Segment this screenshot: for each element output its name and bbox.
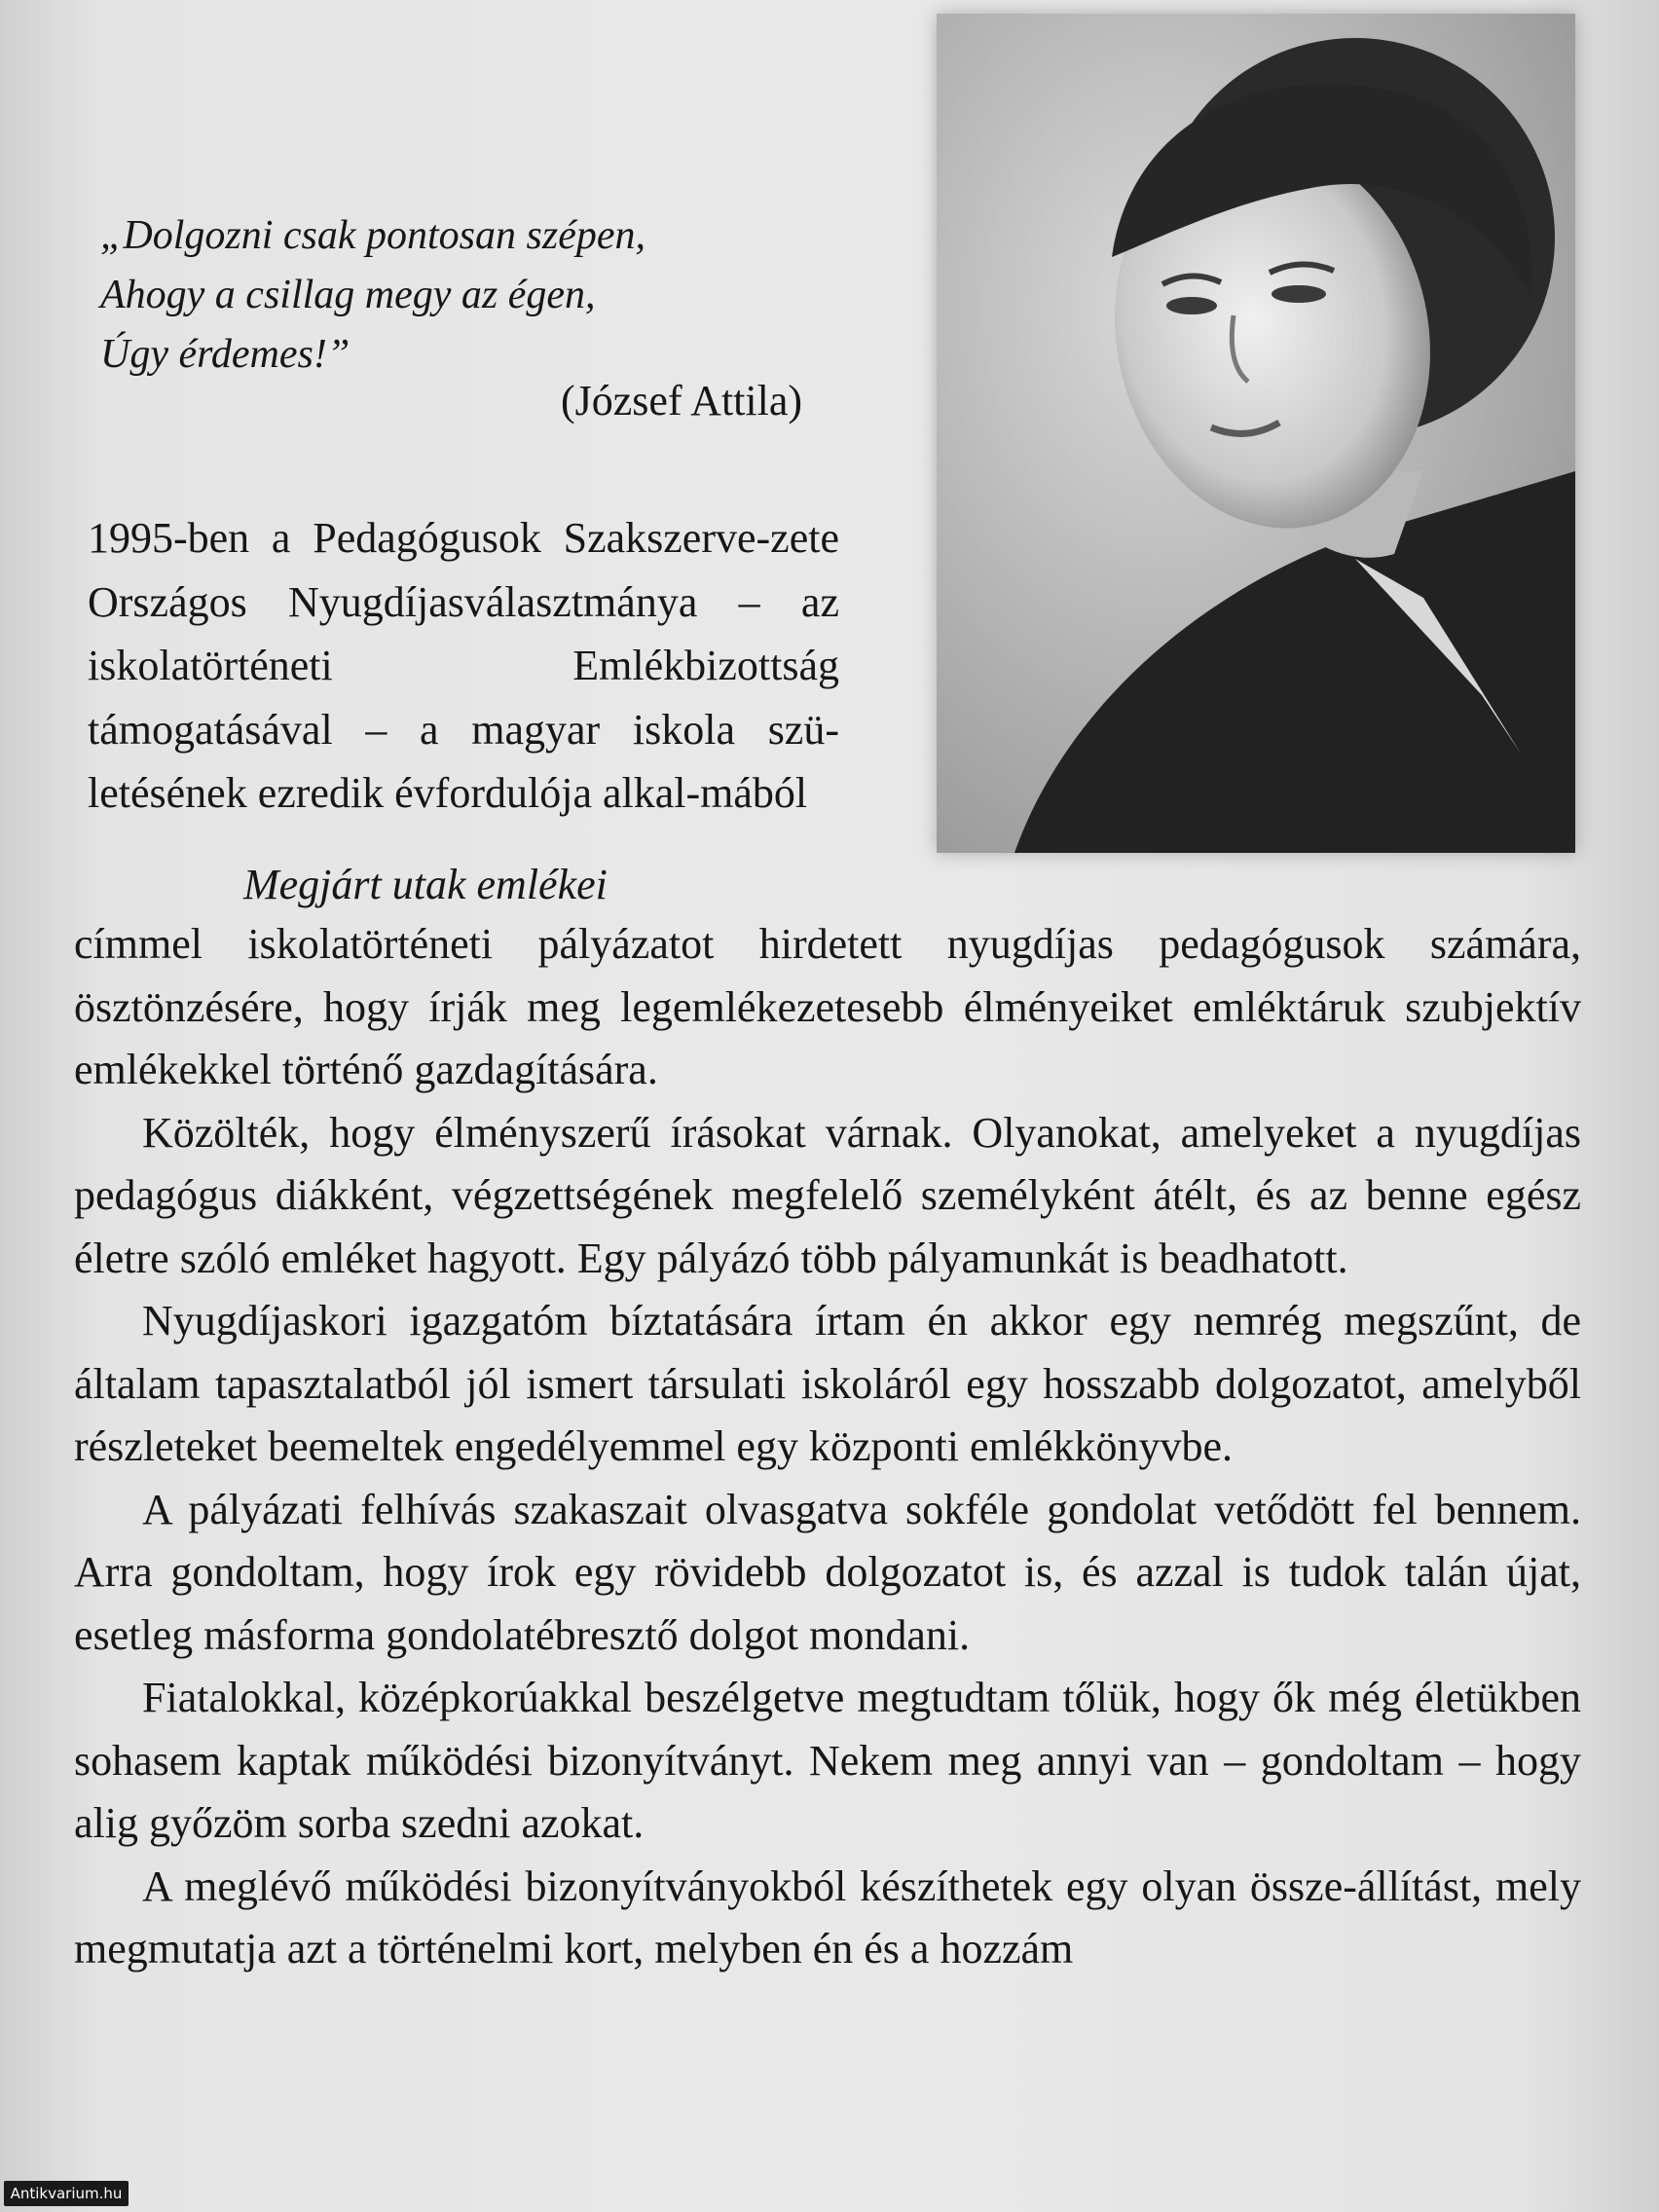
portrait-photo-woman-icon <box>937 14 1575 853</box>
paragraph: Közölték, hogy élményszerű írásokat várnak. Olyanokat, amelyeket a nyugdíjas pedagógus diákként, végzettségének megfelelő személyként átélt, és az benne egész életre szóló emléket hagyott. Egy pályázó több pályamunkát is beadhatott. <box>74 1108 1581 1282</box>
epigraph-author: (József Attila) <box>561 377 803 424</box>
intro-paragraph: 1995-ben a Pedagógusok Szakszerve-zete Országos Nyugdíjasválasztmánya – az iskolatörténeti Emlékbizottság támogatásával – a magyar iskola szü-letésének ezredik évfordulója alkal-mából <box>88 514 839 817</box>
epigraph-quote <box>100 206 850 385</box>
contest-title: Megjárt utak emlékei <box>243 861 608 908</box>
paragraph: Nyugdíjaskori igazgatóm bíztatására írtam én akkor egy nemrég megszűnt, de általam tapasztalatból jól ismert társulati iskoláról egy hosszabb dolgozatot, amelyből részleteket beemeltek engedélyemmel egy központi emlékkönyvbe. <box>74 1297 1581 1470</box>
paragraph: A pályázati felhívás szakaszait olvasgatva sokféle gondolat vetődött fel bennem. Arra gondoltam, hogy írok egy rövidebb dolgozatot is, és azzal is tudok talán újat, esetleg másforma gondolatébresztő dolgot mondani. <box>74 1485 1581 1659</box>
paragraph: A meglévő működési bizonyítványokból készíthetek egy olyan össze-állítást, mely megmutatja azt a történelmi kort, melyben én és a hozzám <box>74 1862 1581 1972</box>
paragraph: Fiatalokkal, középkorúakkal beszélgetve megtudtam tőlük, hogy ők még életükben sohasem kaptak működési bizonyítványt. Nekem meg annyi van – gondoltam – hogy alig győzöm sorba szedni azokat. <box>74 1674 1581 1847</box>
paragraph: címmel iskolatörténeti pályázatot hirdetett nyugdíjas pedagógusok számára, ösztönzésére, hogy írják meg legemlékezetesebb élményeiket emléktáruk szubjektív emlékekkel történő gazdagítására. <box>74 920 1581 1093</box>
epigraph-line: Úgy érdemes!” <box>100 332 350 377</box>
portrait-photo <box>937 14 1575 853</box>
body-text <box>74 913 1581 1981</box>
epigraph-line: „Dolgozni csak pontosan szépen, <box>100 213 645 258</box>
epigraph-line: Ahogy a csillag megy az égen, <box>100 273 596 317</box>
watermark-logo: Antikvarium.hu <box>4 2181 129 2206</box>
